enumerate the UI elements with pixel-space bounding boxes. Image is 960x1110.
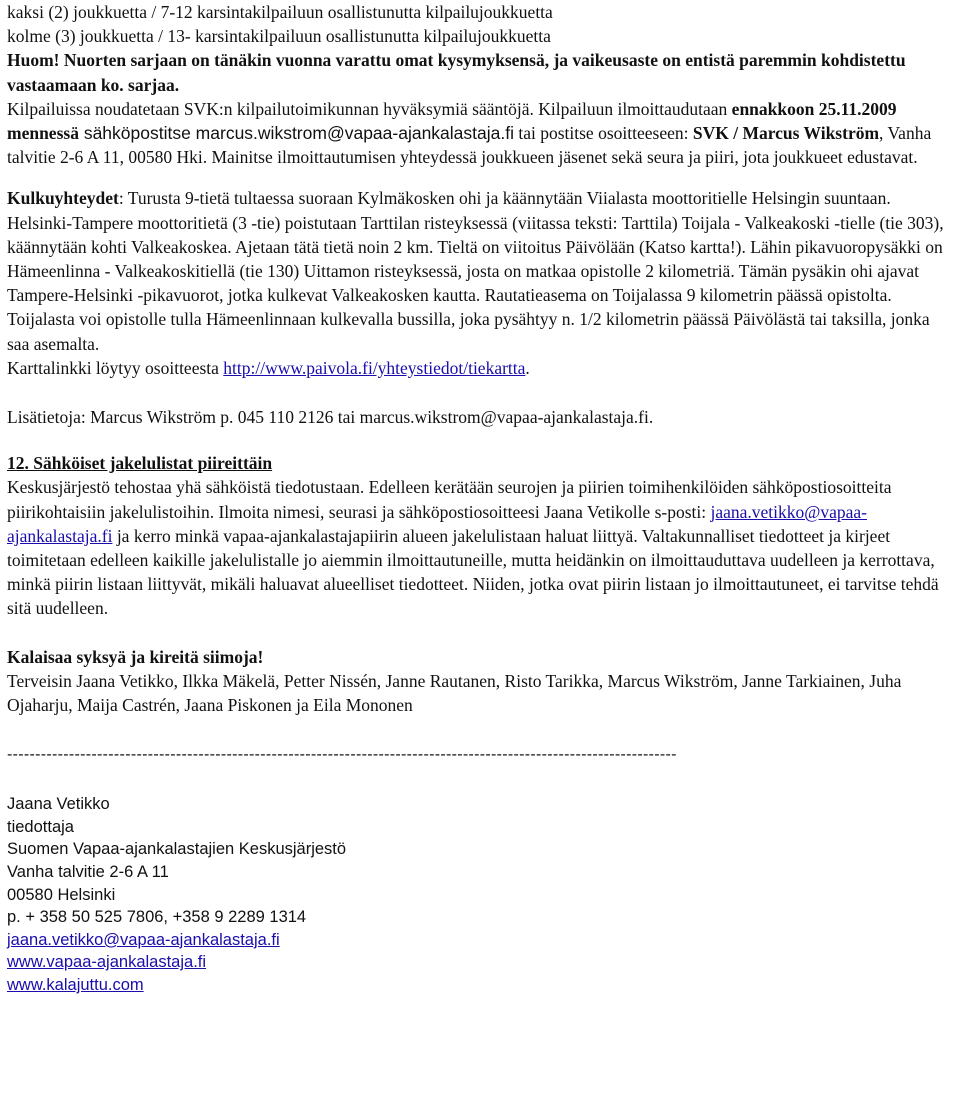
rules-email-text: sähköpostitse marcus.wikstrom@vapaa-ajankalastaja.fi (78, 123, 514, 144)
section-12-heading-text: 12. Sähköiset jakelulistat piireittäin (7, 453, 273, 474)
signature-org: Suomen Vapaa-ajankalastajien Keskusjärjestö (7, 840, 347, 859)
body-line: kaksi (2) joukkuetta / 7-12 karsintakilpailuun osallistunutta kilpailujoukkuetta (7, 2, 553, 22)
signature-phone: p. + 358 50 525 7806, +358 9 2289 1314 (7, 908, 307, 927)
signature-web1-line (7, 951, 952, 974)
greeting-bold: Kalaisaa syksyä ja kireitä siimoja! (7, 646, 264, 667)
map-prefix: Karttalinkki löytyy osoitteesta (7, 357, 224, 378)
section-12-text: Keskusjärjestö tehostaa yhä sähköistä tiedotustaan. Edelleen kerätään seurojen ja piirien toimihenkilöiden sähköpostiosoitteita piirikohtaisiin jakelulistoihin. Ilmoita nimesi, seurasi ja sähköpostiosoitteesi Jaana Vetikolle s-posti: (7, 477, 892, 522)
huom-note (7, 48, 952, 96)
closing-greeting (7, 645, 952, 669)
info-line: Lisätietoja: Marcus Wikström p. 045 110 2126 tai marcus.wikstrom@vapaa-ajankalastaja.fi. (7, 407, 654, 428)
map-line (7, 356, 952, 380)
signature-web2-line (7, 974, 952, 997)
signature-city: 00580 Helsinki (7, 885, 116, 904)
rules-paragraph (7, 97, 952, 170)
deadline-bold: ennakkoon 25.11.2009 mennessä (7, 98, 897, 144)
section-12-text-2: ja kerro minkä vapaa-ajankalastajapiirin alueen jakelulistaan haluat liittyä. Valtakunnalliset tiedotteet ja kirjeet toimitetaan edelleen kaikille jakelulistalle jo aiemmin ilmoittautuneille, mutta heidänkin on ilmoittauduttava uudelleen ja kerrottava, minkä piirin listaan liittyvät, mikäli haluavat alueelliset tiedotteet. Niiden, jotka ovat piirin listaan jo ilmoittautuneet, ei tarvitse tehdä sitä uudelleen. (7, 525, 939, 619)
map-suffix: . (525, 357, 530, 378)
signature-block (7, 793, 952, 996)
section-12-body (7, 475, 952, 620)
divider-line: ----------------------------------------------------------------------------------------------------------------------- (7, 746, 677, 764)
signature-email-link[interactable]: jaana.vetikko@vapaa-ajankalastaja.fi (7, 930, 280, 949)
signature-street: Vanha talvitie 2-6 A 11 (7, 863, 169, 882)
signature-title: tiedottaja (7, 817, 74, 836)
rules-text: Kilpailuissa noudatetaan SVK:n kilpailutoimikunnan hyväksymiä sääntöjä. Kilpailuun ilmoittaudutaan (7, 98, 732, 119)
rules-text-2: tai postitse osoitteeseen: (513, 123, 693, 144)
huom-bold-text: Huom! Nuorten sarjaan on tänäkin vuonna varattu omat kysymyksensä, ja vaikeusaste on entistä paremmin kohdistettu vastaamaan ko. sarjaa. (7, 50, 906, 95)
section-12-heading (7, 451, 952, 475)
website-link-1[interactable]: www.vapaa-ajankalastaja.fi (7, 953, 207, 972)
travel-heading: Kulkuyhteydet (7, 188, 119, 209)
signature-email-line (7, 929, 952, 952)
address-bold: SVK / Marcus Wikström (692, 123, 880, 144)
signature-name: Jaana Vetikko (7, 795, 110, 814)
map-link[interactable]: http://www.paivola.fi/yhteystiedot/tiekartta (223, 357, 526, 378)
website-link-2[interactable]: www.kalajuttu.com (7, 976, 144, 995)
rules-text-3: , Vanha talvitie 2-6 A 11, 00580 Hki. Mainitse ilmoittautumisen yhteydessä joukkueen jäsenet sekä seura ja piiri, jota joukkueet edustavat. (7, 123, 932, 168)
travel-body: : Turusta 9-tietä tultaessa suoraan Kylmäkosken ohi ja käännytään Viialasta moottoritielle Helsingin suuntaan. Helsinki-Tampere moottoritietä (3 -tie) poistutaan Tarttilan risteyksessä (viitassa teksti: Tarttila) Toijala - Valkeakoski -tielle (tie 303), käännytään kohti Valkeakoskea. Ajetaan tätä tietä noin 2 km. Tieltä on viitoitus Päivölään (Katso kartta!). Lähin pikavuoropysäkki on Hämeenlinna - Valkeakoskitiellä (tie 130) Uittamon risteyksessä, josta on matkaa opistolle 2 kilometriä. Tämän pysäkin ohi ajavat Tampere-Helsinki -pikavuorot, jotka kulkevat Valkeakosken kautta. Rautatieasema on Toijalassa 9 kilometrin päässä opistolta. Toijalasta voi opistolle tulla Hämeenlinnaan kulkevalla bussilla, joka pysähtyy n. 1/2 kilometrin päässä Päivölästä tai taksilla, jonka saa asemalta. (7, 188, 944, 354)
jaana-email-link[interactable]: jaana.vetikko@vapaa-ajankalastaja.fi (7, 501, 868, 546)
body-line: kolme (3) joukkuetta / 13- karsintakilpailuun osallistunutta kilpailujoukkuetta (7, 26, 551, 47)
closing-names: Terveisin Jaana Vetikko, Ilkka Mäkelä, Petter Nissén, Janne Rautanen, Risto Tarikka, Marcus Wikström, Janne Tarkiainen, Juha Ojaharju, Maija Castrén, Jaana Piskonen ja Eila Mononen (7, 670, 902, 716)
travel-paragraph (7, 186, 952, 355)
